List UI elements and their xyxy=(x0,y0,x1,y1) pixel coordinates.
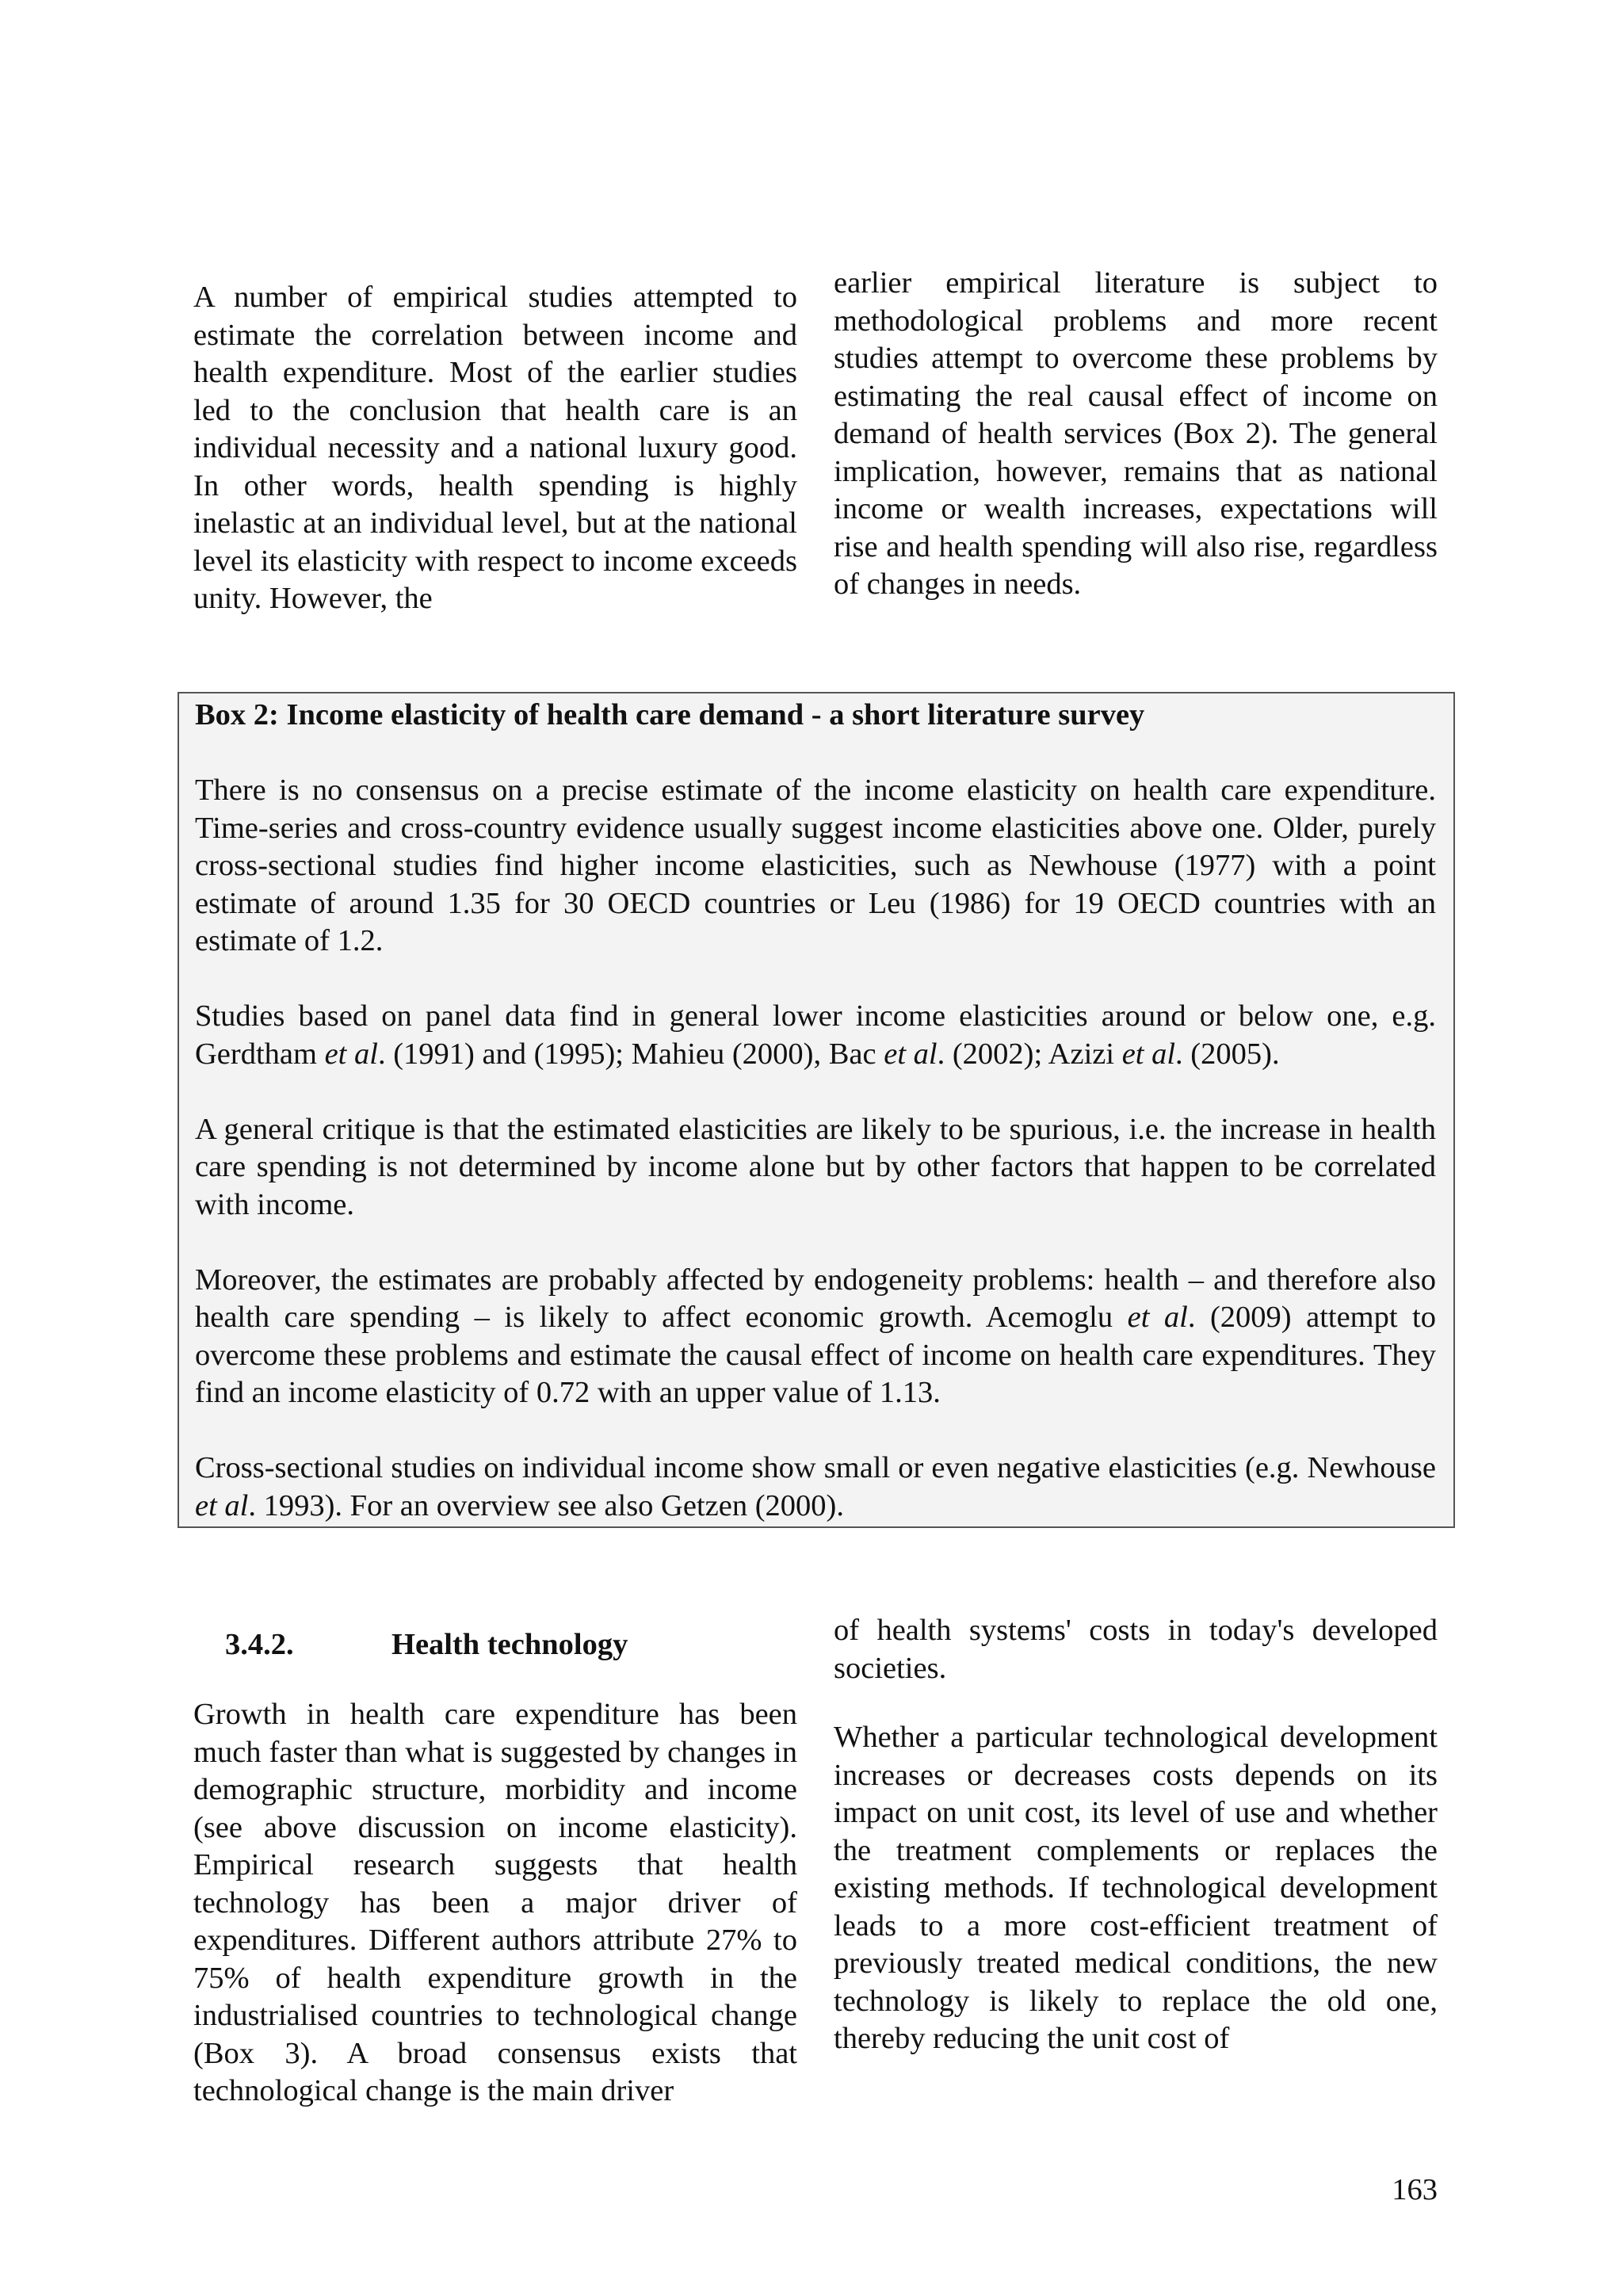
box-p2-text-d: . (2005). xyxy=(1175,1037,1280,1071)
box-p4-et-al: et al xyxy=(1127,1301,1188,1334)
box-p2-text-b: . (1991) and (1995); Mahieu (2000), Bac xyxy=(377,1037,884,1071)
box-paragraph-4 xyxy=(195,1262,1436,1412)
section-heading xyxy=(225,1626,628,1664)
box-p2-et-al-3: et al xyxy=(1121,1037,1176,1071)
box-p5-text-a: Cross-sectional studies on individual income show small or even negative elasticities (e.g. Newhouse xyxy=(195,1451,1436,1484)
top-left-column xyxy=(193,279,797,618)
box-paragraph-5 xyxy=(195,1450,1436,1525)
box-paragraph-3: A general critique is that the estimated elasticities are likely to be spurious, i.e. the increase in health care spending is not determined by income alone but by other factors that happen to be correlated with income. xyxy=(195,1112,1436,1221)
literature-survey-box xyxy=(178,692,1455,1528)
box-p2-et-al-1: et al xyxy=(324,1037,378,1071)
section-title: Health technology xyxy=(391,1628,628,1661)
box-p2-text-c: . (2002); Azizi xyxy=(937,1037,1122,1071)
box-p4-text-a: Moreover, the estimates are probably affected by endogeneity problems: health – and therefore also health care spending – is likely to affect economic growth. Acemoglu xyxy=(195,1263,1436,1334)
bottom-left-paragraph: Growth in health care expenditure has been much faster than what is suggested by changes in demographic structure, morbidity and income (see above discussion on income elasticity). Empirical research suggests that health technology has been a major driver of expenditures. Different authors attribute 27% to 75% of health expenditure growth in the industrialised countries to technological change (Box 3). A broad consensus exists that technological change is the main driver xyxy=(193,1698,797,2107)
top-left-paragraph: A number of empirical studies attempted to estimate the correlation between income and health expenditure. Most of the earlier studies led to the conclusion that health care is an individual necessity and a national luxury good. In other words, health spending is highly inelastic at an individual level, but at the national level its elasticity with respect to income exceeds unity. However, the xyxy=(193,281,797,615)
box-title: Box 2: Income elasticity of health care demand - a short literature survey xyxy=(195,698,1145,732)
bottom-left-column xyxy=(193,1696,797,2111)
bottom-right-paragraph-1: of health systems' costs in today's developed societies. xyxy=(834,1614,1438,1685)
section-number: 3.4.2. xyxy=(225,1628,294,1661)
box-paragraph-2 xyxy=(195,998,1436,1073)
box-paragraph-1: There is no consensus on a precise estimate of the income elasticity on health care expenditure. Time-series and cross-country evidence usually suggest income elasticities above one. Older, purely cross-sectional studies find higher income elasticities, such as Newhouse (1977) with a point estimate of around 1.35 for 30 OECD countries or Leu (1986) for 19 OECD countries with an estimate of 1.2. xyxy=(195,774,1436,957)
box-p5-et-al: et al xyxy=(195,1488,249,1522)
top-right-paragraph: earlier empirical literature is subject to methodological problems and more recent studies attempt to overcome these problems by estimating the real causal effect of income on demand of health services (Box 2). The general implication, however, remains that as national income or wealth increases, expectations will rise and health spending will also rise, regardless of changes in needs. xyxy=(834,266,1438,601)
bottom-right-paragraph-2: Whether a particular technological development increases or decreases costs depends on its impact on unit cost, its level of use and whether the treatment complements or replaces the existing methods. If technological development leads to a more cost-efficient treatment of previously treated medical conditions, the new technology is likely to replace the old one, thereby reducing the unit cost of xyxy=(834,1721,1438,2055)
box-p2-text-a: Studies based on panel data find in general lower income elasticities around or below one, e.g. Gerdtham xyxy=(195,999,1436,1071)
top-right-column xyxy=(834,265,1438,604)
page-number: 163 xyxy=(1392,2173,1438,2206)
bottom-right-column xyxy=(834,1612,1438,2058)
box-p5-text-b: . 1993). For an overview see also Getzen (2000). xyxy=(248,1488,844,1522)
box-p4-text-b: . (2009) attempt to overcome these problems and estimate the causal effect of income on health care expenditures. They find an income elasticity of 0.72 with an upper value of 1.13. xyxy=(195,1301,1437,1409)
box-p2-et-al-2: et al xyxy=(884,1037,938,1071)
paragraph-gap xyxy=(834,1687,1438,1719)
